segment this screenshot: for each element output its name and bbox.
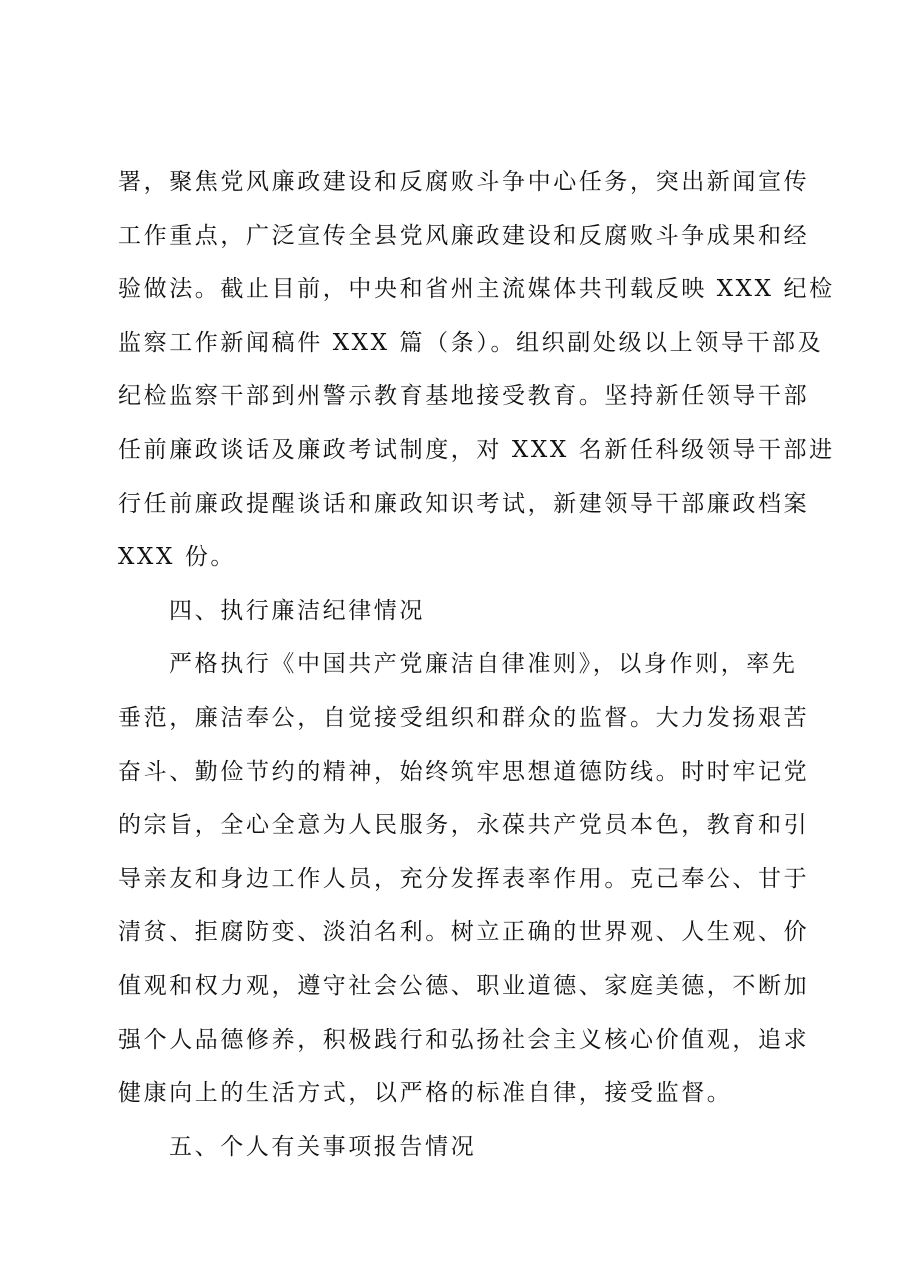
text-line: 的宗旨，全心全意为人民服务，永葆共产党员本色，教育和引 — [118, 812, 810, 839]
text-line: 纪检监察干部到州警示教育基地接受教育。坚持新任领导干部 — [118, 383, 810, 410]
text-line: 垂范，廉洁奉公，自觉接受组织和群众的监督。大力发扬艰苦 — [118, 704, 810, 731]
text-line: 验做法。截止目前，中央和省州主流媒体共刊载反映 XXX 纪检 — [118, 276, 835, 303]
text-line: 健康向上的生活方式，以严格的标准自律，接受监督。 — [118, 1080, 733, 1107]
text-line: XXX 份。 — [118, 544, 237, 571]
text-line: 任前廉政谈话及廉政考试制度，对 XXX 名新任科级领导干部进 — [118, 436, 835, 463]
paragraph-first-line: 严格执行《中国共产党廉洁自律准则》，以身作则，率先 — [169, 651, 798, 678]
text-line: 奋斗、勤俭节约的精神，始终筑牢思想道德防线。时时牢记党 — [118, 758, 810, 785]
text-line: 行任前廉政提醒谈话和廉政知识考试，新建领导干部廉政档案 — [118, 490, 810, 517]
text-line: 署，聚焦党风廉政建设和反腐败斗争中心任务，突出新闻宣传 — [118, 169, 810, 195]
text-line: 清贫、拒腐防变、淡泊名利。树立正确的世界观、人生观、价 — [118, 919, 810, 946]
document-body — [118, 156, 835, 1174]
text-line: 值观和权力观，遵守社会公德、职业道德、家庭美德，不断加 — [118, 972, 810, 999]
section-heading: 五、个人有关事项报告情况 — [169, 1133, 477, 1160]
text-line: 强个人品德修养，积极践行和弘扬社会主义核心价值观，追求 — [118, 1026, 810, 1053]
section-heading: 四、执行廉洁纪律情况 — [169, 597, 425, 624]
text-line: 工作重点，广泛宣传全县党风廉政建设和反腐败斗争成果和经 — [118, 222, 810, 249]
text-line: 导亲友和身边工作人员，充分发挥表率作用。克己奉公、甘于 — [118, 865, 810, 892]
text-line: 监察工作新闻稿件 XXX 篇（条）。组织副处级以上领导干部及 — [118, 329, 824, 356]
